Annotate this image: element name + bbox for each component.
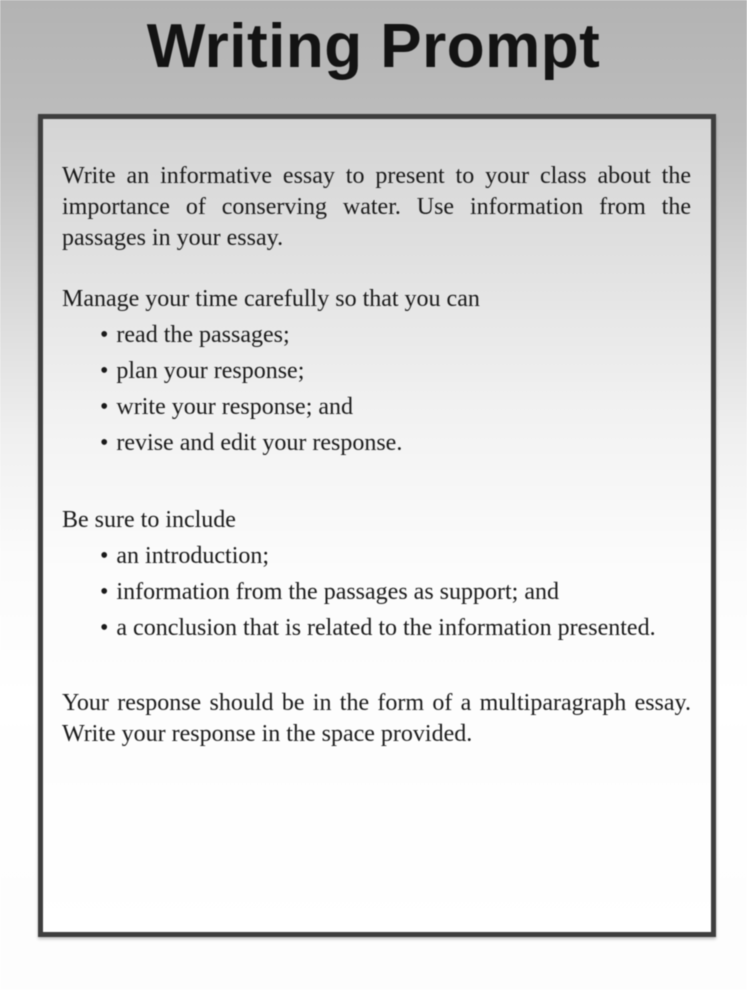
list-item (100, 538, 691, 574)
bullet-icon: • (100, 615, 109, 641)
intro-paragraph: Write an informative essay to present to your class about the importance of conserving water. Use information from the passages in your essay. (62, 163, 691, 251)
bullet-text: plan your response; (116, 358, 305, 384)
list-item (100, 574, 691, 610)
bullet-text: read the passages; (116, 322, 290, 348)
bullet-text: revise and edit your response. (116, 430, 403, 456)
prompt-box (38, 114, 716, 937)
page-title: Writing Prompt (146, 12, 601, 81)
bullet-icon: • (100, 579, 109, 605)
bullet-icon: • (100, 322, 109, 348)
bullet-text: a conclusion that is related to the information presented. (116, 615, 656, 641)
list-item (100, 353, 691, 389)
include-bullet-list (62, 538, 691, 646)
bullet-icon: • (100, 430, 109, 456)
list-item (100, 425, 691, 461)
time-management-heading: Manage your time carefully so that you can (62, 286, 480, 312)
bullet-icon: • (100, 543, 109, 569)
bullet-text: an introduction; (116, 543, 270, 569)
closing-paragraph: Your response should be in the form of a multiparagraph essay. Write your response in the space provided. (62, 690, 691, 747)
list-item (100, 389, 691, 425)
include-heading: Be sure to include (62, 507, 236, 533)
prompt-content (43, 119, 711, 750)
time-management-bullet-list (62, 317, 691, 461)
list-item (100, 610, 691, 646)
bullet-icon: • (100, 358, 109, 384)
bullet-text: information from the passages as support; and (116, 579, 559, 605)
bullet-icon: • (100, 394, 109, 420)
list-item (100, 317, 691, 353)
bullet-text: write your response; and (116, 394, 354, 420)
